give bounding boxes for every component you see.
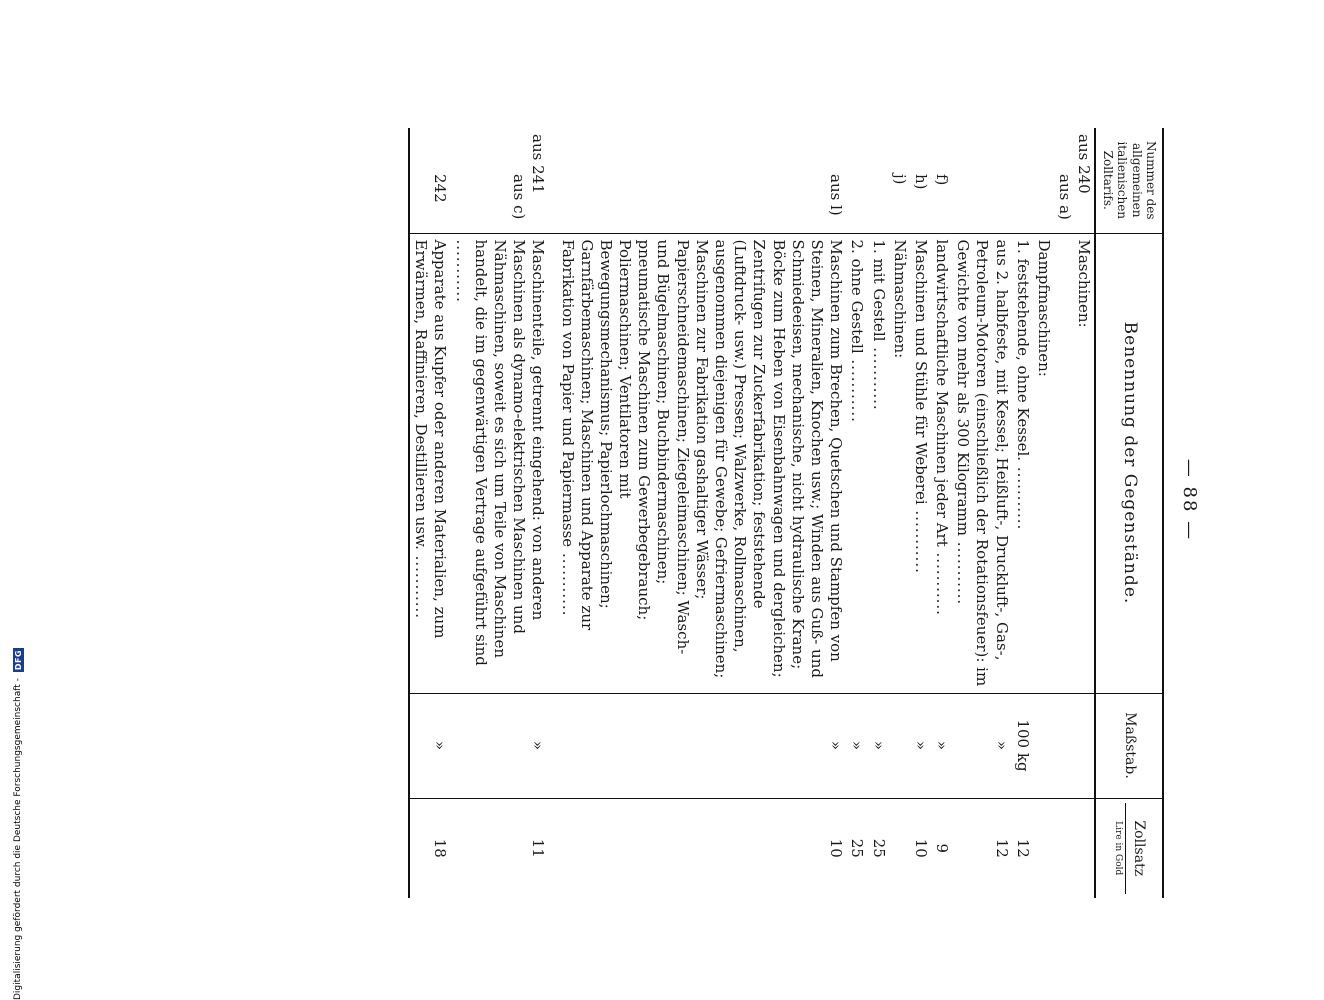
table-header-row <box>1095 128 1163 898</box>
item-description: Maschinenteile, getrennt eingehend: von anderen Maschinen als dynamo-elektrischen Maschinen und Nähmaschinen, soweit es sich um Teile von Maschinen handelt, die im gegenwärtigen Vertrage aufgeführt sind ..... <box>453 240 548 666</box>
tariff-subnumber: f) <box>933 174 952 186</box>
item-rate: 25 <box>846 798 867 898</box>
item-description: Maschinen und Stühle für Weberei ..... <box>912 240 930 574</box>
item-unit: » <box>450 693 548 798</box>
tariff-number: 242 <box>431 174 450 203</box>
item-rate: 11 <box>450 798 548 898</box>
item-description: Maschinen: <box>1054 233 1095 693</box>
item-rate: 9 <box>931 798 952 898</box>
table-row <box>910 128 931 898</box>
item-rate: 12 <box>1012 798 1033 898</box>
header-rate <box>1095 798 1163 898</box>
item-unit <box>1054 693 1095 798</box>
table-row <box>867 128 888 898</box>
table-row <box>1012 128 1033 898</box>
header-rate-label: Zollsatz <box>1131 820 1148 877</box>
table-row <box>450 128 548 898</box>
tariff-subnumber: aus l) <box>827 174 846 216</box>
table-row <box>952 128 1012 898</box>
tariff-number: aus 241 <box>529 134 548 194</box>
item-rate: 25 <box>867 798 888 898</box>
digitization-footer <box>10 600 26 1000</box>
table-row <box>931 128 952 898</box>
tariff-table <box>408 128 1164 898</box>
page-number: — 88 — <box>1179 458 1200 542</box>
tariff-subnumber: h) <box>911 174 930 190</box>
item-unit: » <box>556 693 846 798</box>
tariff-subnumber: j) <box>890 174 909 185</box>
table-row <box>846 128 867 898</box>
table-row <box>1054 128 1095 898</box>
item-description: Maschinen zum Brechen, Quetschen und Stampfen von Steinen, Mineralien, Knochen usw.; Winden aus Guß- und Schmiedeeisen, mechanische, nicht hydraulische Krane; Böcke zum Heben von Eisenbahnwagen und dergleichen; Zentrifugen zur Zuckerfabrikation; feststehende (Luftdruck- usw.) Pressen; Walzwerke, Rollmaschinen, ausgenommen diejenigen für Gewebe; Gefriermaschinen; Maschinen zur Fabrikation gashaltiger Wässer; Papierschneidemaschinen; Ziegeleimaschinen; Wasch- und Bügelmaschinen; Buchbindermaschinen; pneumatische Maschinen zum Gewerbegebrauch; Poliermaschinen; Ventilatoren mit Bewegungsmechanismus; Papierlochmaschinen; Garnfärbemaschinen; Maschinen und Apparate zur Fabrikation von Papier und Papiermasse ..... <box>559 240 846 679</box>
table-row <box>409 128 450 898</box>
item-rate <box>889 798 910 898</box>
table-row <box>556 128 846 898</box>
item-unit: » <box>931 693 952 798</box>
item-unit: » <box>867 693 888 798</box>
item-unit <box>889 693 910 798</box>
item-unit: » <box>409 693 450 798</box>
header-rate-currency: Lire in Gold <box>1111 803 1126 895</box>
item-unit: » <box>952 693 1012 798</box>
item-rate: 12 <box>952 798 1012 898</box>
tariff-number: aus 240 <box>1075 134 1094 194</box>
item-rate <box>1033 798 1054 898</box>
dfg-logo: DFG <box>13 649 23 671</box>
item-description: 2. ohne Gestell ..... <box>848 240 866 423</box>
item-unit: » <box>846 693 867 798</box>
header-number: Nummer des allgemeinen italienischen Zolltarifs. <box>1095 128 1163 233</box>
item-description: Dampfmaschinen: <box>1033 233 1054 693</box>
item-description: 1. feststehende, ohne Kessel. ..... <box>1014 240 1032 531</box>
item-description: 1. mit Gestell ..... <box>870 240 888 411</box>
item-unit <box>1033 693 1054 798</box>
header-unit: Maßstab. <box>1095 693 1163 798</box>
table-spacer <box>548 128 556 898</box>
document-page <box>100 80 1200 920</box>
header-description: Benennung der Gegenstände. <box>1095 233 1163 693</box>
item-description: aus 2. halbfeste, mit Kessel; Heißluft-, Druckluft-, Gas-, Petroleum-Motoren (einschließlich der Rotationsfeuer): im Gewichte von mehr als 300 Kilogramm ..... <box>954 240 1010 687</box>
item-rate: 10 <box>910 798 931 898</box>
item-unit: 100 kg <box>1012 693 1033 798</box>
item-rate: 10 <box>556 798 846 898</box>
table-row <box>889 128 910 898</box>
item-rate: 18 <box>409 798 450 898</box>
tariff-subnumber: aus a) <box>1056 174 1075 220</box>
item-unit: » <box>910 693 931 798</box>
footer-text: Digitalisierung gefördert durch die Deutsche Forschungsgemeinschaft - <box>13 678 23 1000</box>
table-row <box>1033 128 1054 898</box>
item-description: Apparate aus Kupfer oder anderen Materialien, zum Erwärmen, Raffinieren, Destillieren usw. ..... <box>412 240 449 639</box>
item-description: Nähmaschinen: <box>889 233 910 693</box>
tariff-subnumber: aus c) <box>510 174 529 220</box>
item-description: landwirtschaftliche Maschinen jeder Art ..... <box>933 240 951 616</box>
item-rate <box>1054 798 1095 898</box>
